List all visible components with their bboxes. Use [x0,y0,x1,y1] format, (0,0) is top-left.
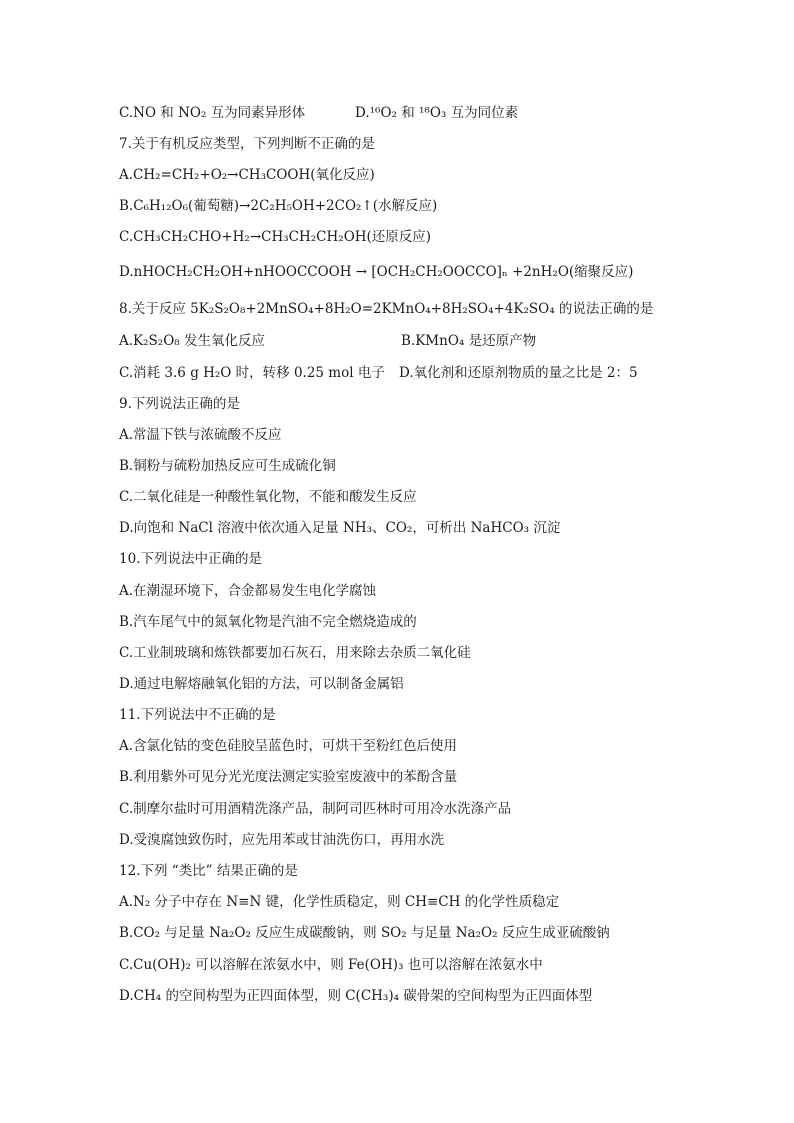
question-10-option-d: D.通过电解熔融氧化铝的方法，可以制备金属铝 [119,676,404,692]
option-a: A.K₂S₂O₈ 发生氧化反应 [119,333,265,349]
question-9-option-c: C.二氧化硅是一种酸性氧化物，不能和酸发生反应 [119,489,417,505]
question-8-stem: 8.关于反应 5K₂S₂O₈+2MnSO₄+8H₂O=2KMnO₄+8H₂SO₄+4K₂SO₄ 的说法正确的是 [119,301,654,317]
option-c: C.消耗 3.6 g H₂O 时，转移 0.25 mol 电子 [119,365,385,381]
question-12-option-a: A.N₂ 分子中存在 N≡N 键，化学性质稳定，则 CH≡CH 的化学性质稳定 [119,894,560,910]
question-9-stem: 9.下列说法正确的是 [119,396,240,412]
question-12-stem: 12.下列 “类比” 结果正确的是 [119,863,298,879]
question-10-option-b: B.汽车尾气中的氮氧化物是汽油不完全燃烧造成的 [119,614,417,630]
question-11-option-c: C.制摩尔盐时可用酒精洗涤产品，制阿司匹林时可用冷水洗涤产品 [119,801,512,817]
question-7-option-a: A.CH₂=CH₂+O₂→CH₃COOH(氧化反应) [119,167,375,183]
question-11-stem: 11.下列说法中不正确的是 [119,707,276,723]
question-11-option-b: B.利用紫外可见分光光度法测定实验室废液中的苯酚含量 [119,769,458,785]
question-12-option-d: D.CH₄ 的空间构型为正四面体型，则 C(CH₃)₄ 碳骨架的空间构型为正四面体型 [119,988,593,1004]
question-8-options-ab [119,331,537,351]
question-9-option-b: B.铜粉与硫粉加热反应可生成硫化铜 [119,458,336,474]
question-7-option-d: D.nHOCH₂CH₂OH+nHOOCCOOH → [OCH₂CH₂OOCCO]ₙ +2nH₂O(缩聚反应) [119,264,634,280]
question-11-option-a: A.含氯化钴的变色硅胶呈蓝色时，可烘干至粉红色后使用 [119,738,458,754]
option-b: B.KMnO₄ 是还原产物 [401,333,537,349]
question-12-option-b: B.CO₂ 与足量 Na₂O₂ 反应生成碳酸钠，则 SO₂ 与足量 Na₂O₂ 反应生成亚硫酸钠 [119,925,610,941]
option-d: D.氧化剂和还原剂物质的量之比是 2：5 [399,365,638,381]
question-10-option-a: A.在潮湿环境下，合金都易发生电化学腐蚀 [119,583,377,599]
question-7-option-c: C.CH₃CH₂CHO+H₂→CH₃CH₂CH₂OH(还原反应) [119,229,432,245]
option-d: D.¹⁶O₂ 和 ¹⁸O₃ 互为同位素 [355,105,519,121]
question-12-option-c: C.Cu(OH)₂ 可以溶解在浓氨水中，则 Fe(OH)₃ 也可以溶解在浓氨水中 [119,957,543,973]
question-9-option-d: D.向饱和 NaCl 溶液中依次通入足量 NH₃、CO₂，可析出 NaHCO₃ 沉淀 [119,520,561,536]
question-8-options-cd [119,363,638,383]
question-11-option-d: D.受溴腐蚀致伤时，应先用苯或甘油洗伤口，再用水洗 [119,832,445,848]
question-7-option-b: B.C₆H₁₂O₆(葡萄糖)→2C₂H₅OH+2CO₂↑(水解反应) [119,198,438,214]
question-7-stem: 7.关于有机反应类型，下列判断不正确的是 [119,136,375,152]
question-6-options-cd [119,103,519,123]
option-c: C.NO 和 NO₂ 互为同素异形体 [119,105,306,121]
question-10-option-c: C.工业制玻璃和炼铁都要加石灰石，用来除去杂质二氧化硅 [119,645,471,661]
question-9-option-a: A.常温下铁与浓硫酸不反应 [119,427,282,443]
question-10-stem: 10.下列说法中正确的是 [119,551,262,567]
